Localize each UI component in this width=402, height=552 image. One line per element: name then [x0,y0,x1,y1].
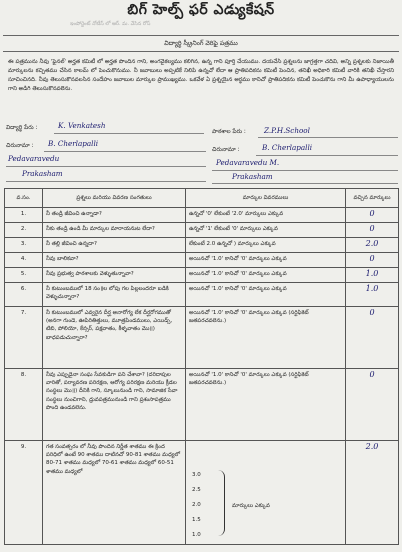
column-header: వ.సం. [5,189,43,208]
address-mandal: Pedavaravedu [8,154,60,163]
table-row [5,369,399,441]
score-cell [346,223,399,238]
score-cell [346,283,399,307]
row-number: 3. [5,238,43,253]
question-cell: నీ కుటుంబములో 18 సం॥ల లోపు గల పిల్లలందరూ బడికి వెళ్ళుచున్నారా? [43,283,186,307]
school-name-label: పాఠశాల పేరు : [212,129,246,135]
address-district: Prakasham [22,169,63,178]
school-address-mandal: Pedavaravedu M. [216,158,280,167]
question-cell: నీవు బాలికవా? [43,253,186,268]
row-number: 9. [5,441,43,545]
marks-rule-cell: లేకుంటే 2.0 ఉన్నచో ) మార్కులు ఎక్కువ [186,238,346,253]
column-header: మార్కుల వివరములు [186,189,346,208]
scale-value: 2.5 [192,487,201,493]
score-value: 2.0 [365,442,379,451]
table-row [5,238,399,253]
faint-header-text: ఇంపోర్టెంట్ నోటీస్ లో ఆర్. మ. వేసిన రోస్ [70,21,151,27]
row-number: 5. [5,268,43,283]
row-number: 8. [5,369,43,441]
school-address-district: Prakasham [232,172,273,181]
marks-rule-cell: అయినచో '1.0' కానిచో '0' మార్కులు ఎక్కువ [186,253,346,268]
marks-rule-cell: ఉన్నచో '1' లేకుంటే '0' మార్కులు ఎక్కువ [186,223,346,238]
student-name-label: విద్యార్థి పేరు : [6,125,38,131]
underline [6,181,206,182]
question-cell: నీవు ప్రభుత్వ పాఠశాలకు వెళ్ళుతున్నావా? [43,268,186,283]
row-number: 4. [5,253,43,268]
table-row [5,441,399,545]
page-title: బిగ్ హెల్ప్ ఫర్ ఎడ్యుకేషన్ [127,2,275,18]
question-cell: నీ కుటుంబములో ఎవ్వరైన దీర్ఘ అనారోగ్య లేక దీర్ఘరోగముతో (అనగా గుండె, ఊపిరితిత్తులు, మూత్రపిండములు, ఎయిడ్స్, టిబి, పోలియో, కేన్సర్, పక్షవాతం, కీళ్ళవాతం మొ॥) బాధపడుచున్నారా? [43,307,186,369]
table-row [5,208,399,223]
table-row [5,268,399,283]
underline [256,155,398,156]
score-cell [346,307,399,369]
underline [212,183,398,184]
underline [44,151,206,152]
marks-rule-cell: అయినచో '1.0' కానిచో '0' మార్కులు ఎక్కువ [186,283,346,307]
score-value: 0 [369,209,375,218]
question-cell: గత సంవత్సరం లో నీవు పొందిన నిర్ణీత శాతము ఈ క్రింద పరిధిలో ఉంటే 90 శాతము దాటినచో 90-81 శాతము మధ్యలో 80-71 శాతము మధ్యలో 70-61 శాతము మధ్యలో 60-51 శాతము మధ్యలో [43,441,186,545]
school-name-value: Z.P.H.School [264,126,310,135]
address-village: B. Cherlapalli [48,139,99,148]
marks-table [4,188,399,545]
school-address-label: చిరునామా : [212,147,240,153]
score-value: 0 [369,370,375,379]
score-cell [346,238,399,253]
score-value: 0 [369,224,375,233]
table-row [5,253,399,268]
form-subtitle: విద్యార్థి స్క్రీనింగ్ వెరిఫై పత్రము [164,40,238,47]
marks-rule-cell: అయినచో '1.0' కానిచో '0' మార్కులు ఎక్కువ (సర్టిఫికెట్ జతపరచవలెను.) [186,369,346,441]
marks-rule-cell: అయినచో '1.0' కానిచో '0' మార్కులు ఎక్కువ (సర్టిఫికెట్ జతపరచవలెను.) [186,307,346,369]
address-label: చిరునామా : [6,143,34,149]
question-cell: నీ తండ్రి జీవించి ఉన్నాడా? [43,208,186,223]
scale-value: 2.0 [192,502,201,508]
marks-rule-cell: ఉన్నచో '0' లేకుంటే '2.0' మార్కులు ఎక్కువ [186,208,346,223]
underline [6,166,206,167]
divider [3,35,399,36]
scale-value: 1.5 [192,517,201,523]
row-number: 6. [5,283,43,307]
question-cell: నీకు తండ్రి ఉండి మీ మార్కుల మారాయనుట లేదా? [43,223,186,238]
table-header-row [5,189,399,208]
intro-paragraph: ఈ పత్రమును నీవు 'ఫైనల్' అర్హత కమిటీ లో అర్హత పొందిన గాని, అంగవైకల్యము కలిగిన, ఉన్న గాని పూర్తి చేయుము. దయచేసి ప్రశ్నలను జాగ్రత్తగా చదివి, అన్ని ప్రశ్నలకు నిజాయితీ మార్కులను కచ్చితము చేసిన కాలమ్ లో పెంచుకొనుము. నీ జవాబులు అప్పటికే నిలిపి ఉన్నచో లేదా ఆ ప్రాతిపదికను కమిటీ పెంచిన, తనిఖీ అధికారి కమిటీ వారికి తనిఖీ చేస్తారని సూచించినది. నీవు తెలుసుకొనవలసిన సందేహం జవాబుల మార్కుల ప్రాముఖ్యము. ఒకవేళ ఏ ప్రశ్నయైన అర్థము కానిచో ప్రాతిపదికను కమిటీ పెంచుకొను గాని మీ ఉపాధ్యాయులను గాని అడిగి తెలుసుకొనవలెను. [8,59,394,92]
score-cell [346,369,399,441]
question-cell: నీ తల్లి జీవించి ఉన్నదా? [43,238,186,253]
column-header: వచ్చిన మార్కులు [346,189,399,208]
marks-rule-cell: అయినచో '1.0' కానిచో '0' మార్కులు ఎక్కువ [186,268,346,283]
student-name-value: K. Venkatesh [58,121,106,130]
row-number: 1. [5,208,43,223]
table-row [5,283,399,307]
score-cell [346,253,399,268]
scale-bracket [218,470,225,536]
underline [54,133,204,134]
school-address-village: B. Cherlapalli [262,143,313,152]
score-cell [346,208,399,223]
score-cell [346,441,399,545]
question-cell: నీవు ఎప్పుడైనా సంఘ సేవకుడిగా పని చేశావా? (దరిదాపుల వారితో, పర్యావరణ పరిరక్షణ, ఆరోగ్య పరిరక్షణ మరియు క్రీడల సంస్థలు మొ॥) దీనికి గాని, స్కూలునుండి గాని, సామాజిక సేవా సంస్థలు నుంచిగాని, ధ్రువపత్రమునుండి గాని ప్రశంసాపత్రము పొంది ఉండవలెను. [43,369,186,441]
row-number: 7. [5,307,43,369]
underline [258,137,398,138]
table-row [5,223,399,238]
column-header: ప్రశ్నలు మరియు వివరణ సంగతులు [43,189,186,208]
scale-caption: మార్కులు ఎక్కువ [232,503,270,509]
underline [212,170,398,171]
score-value: 1.0 [365,284,379,293]
marks-rule-cell [186,441,346,545]
score-value: 1.0 [365,269,379,278]
scale-value: 1.0 [192,532,201,538]
score-value: 2.0 [365,239,379,248]
score-cell [346,268,399,283]
row-number: 2. [5,223,43,238]
scale-value: 3.0 [192,472,201,478]
divider [3,51,399,52]
score-value: 0 [369,254,375,263]
table-row [5,307,399,369]
score-value: 0 [369,308,375,317]
